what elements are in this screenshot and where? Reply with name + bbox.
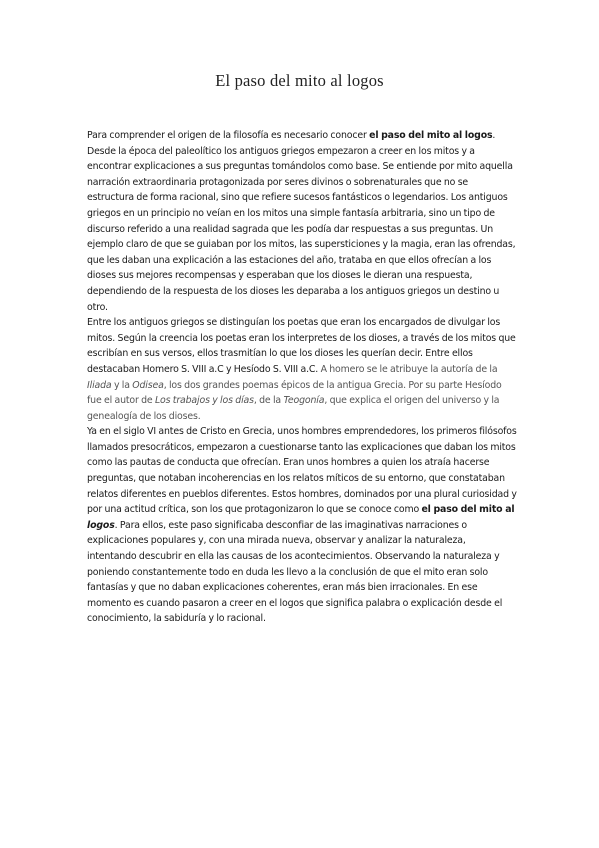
paragraph-2 [87,315,517,424]
document-body [87,128,517,627]
p3-text-a: Ya en el siglo VI antes de Cristo en Grecia, unos hombres emprendedores, los primeros filósofos llamados presocráticos, empezaron a cuestionarse tanto las explicaciones que daban los mitos como las pautas de conducta que ofrecían. Eran unos hombres a quien los atraía hacerse preguntas, que notaban incoherencias en los relatos míticos de su entorno, que constataban relatos diferentes en pueblos diferentes. Estos hombres, dominados por una plural curiosidad y por una actitud crítica, son los que protagonizaron lo que se conoce como [87,426,517,516]
p1-text-c: . Desde la época del paleolítico los antiguos griegos empezaron a creer en los mitos y a encontrar explicaciones a sus preguntas tomándolos como base. Se entiende por mito aquella narración extraordinaria protagonizada por seres divinos o sobrenaturales que no se estructura de forma racional, sino que refiere sucesos fantásticos o legendarios. Los antiguos griegos en un principio no veían en los mitos una simple fantasía arbitraria, sino un tipo de discurso referido a una realidad sagrada que les podía dar respuestas a sus preguntas. Un ejemplo claro de que se guiaban por los mitos, las supersticiones y la magia, eran las ofrendas, que les daban una explicación a las estaciones del año, trataba en que ellos ofrecían a los dioses sus mejores recompensas y esperaban que los dioses le dieran una respuesta, dependiendo de la respuesta de los dioses les deparaba a los antiguos griegos un destino u otro. [87,130,516,313]
p2-italic-trabajos: Los trabajos y los días [154,395,254,407]
document-title: El paso del mito al logos [215,71,384,90]
p2-italic-teogonia: Teogonía [283,395,325,407]
p3-bold-italic-logos: logos [87,519,115,531]
p2-text-d: y la [111,379,133,391]
p2-italic-iliada: Iliada [87,379,112,391]
p3-bold-text: el paso del mito al [421,504,515,516]
p3-text-d: . Para ellos, este paso significaba desconfiar de las imaginativas narraciones o explicaciones populares y, con una mirada nueva, observar y analizar la naturaleza, intentando descubrir en ella las causas de los acontecimientos. Observando la naturaleza y poniendo constantemente todo en duda les llevo a la conclusión de que el mito eran solo fantasías y que no daban explicaciones coherentes, eran más bien irracionales. En ese momento es cuando pasaron a creer en el logos que significa palabra o explicación desde el conocimiento, la sabiduría y lo racional. [87,519,503,625]
p2-text-a: Entre los antiguos griegos se distinguían los poetas que eran los encargados de divulgar los mitos. Según la creencia los poetas eran los interpretes de los dioses, a través de los mitos que escribían en sus versos, ellos trasmitían lo que los dioses les querían decir. Entre ellos destacaban Homero S. VIII a.C y Hesíodo S. VIII a.C. [87,317,516,375]
p1-text-a: Para comprender el origen de la filosofía es necesario conocer [87,130,370,141]
p2-text-j: , que explica el origen del universo y la genealogía de los dioses. [87,395,500,422]
paragraph-1 [87,128,517,315]
p1-bold-phrase: el paso del mito al logos [369,130,493,141]
p2-text-b: A homero se le atribuye la autoría de la [320,363,498,375]
p2-italic-odisea: Odisea [132,379,164,391]
paragraph-3 [87,424,517,627]
p2-text-f: , los dos grandes poemas épicos de la antigua Grecia. Por su parte Hesíodo fue el autor de [87,379,502,407]
p2-text-h: , de la [253,395,284,407]
